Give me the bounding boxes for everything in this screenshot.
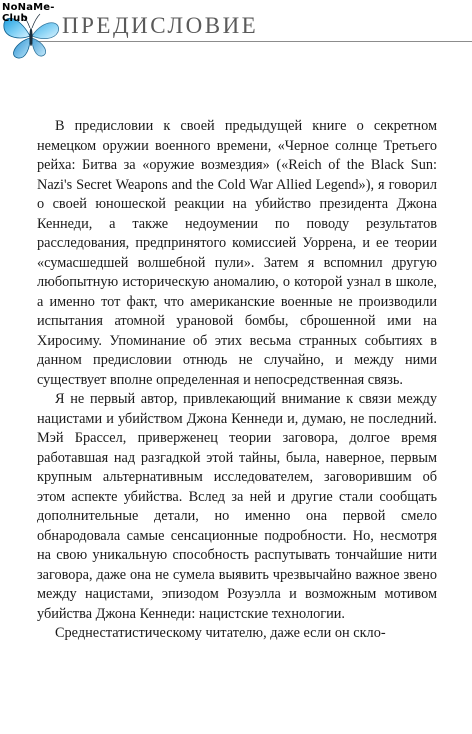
header-divider <box>36 41 472 42</box>
paragraph-1: В предисловии к своей предыдущей книге о секретном немецком оружии военного времени, «Черное солнце Третьего рейха: Битва за «оружие возмездия» («Reich of the Black Sun: Nazi's Secret Weapons and the Cold War Allied Legend»), я говорил о своей юношеской реакции на убийство президента Джона Кеннеди, а также недоумении по поводу результатов расследования, предпринятого комиссией Уоррена, и ее теории «сумасшедшей волшебной пули». Затем я вспомнил другую любопытную историческую аномалию, о которой узнал в школе, а именно тот факт, что американские военные не производили испытания атомной урановой бомбы, сброшенной ими на Хиросиму. Упоминание об этих весьма странных событиях в данном предисловии отнюдь не случайно, и между ними существует вполне определенная и непосредственная связь. <box>37 118 437 388</box>
watermark-text: NoNaMe-Club <box>2 2 55 24</box>
body-text <box>37 117 437 644</box>
chapter-title: ПРЕДИСЛОВИЕ <box>62 13 259 38</box>
chapter-header <box>36 7 472 43</box>
watermark-logo <box>0 0 70 70</box>
paragraph-3: Среднестатистическому читателю, даже если он скло- <box>55 625 386 641</box>
paragraph-2: Я не первый автор, привлекающий внимание к связи между нацистами и убийством Джона Кеннеди и, думаю, не последний. Мэй Брассел, приверженец теории заговора, долгое время работавшая над разгадкой этой тайны, была, наверное, первым крупным альтернативным исследователем, заговорившим об этом аспекте убийства. Вслед за ней и другие стали сообщать дополнительные детали, но именно она первой смело обнародовала самые сенсационные подробности. Но, несмотря на свою уникальную способность распутывать тончайшие нити заговора, даже она не сумела выявить чрезвычайно важное звено между нацистами, эпизодом Розуэлла и возможным мотивом убийства Джона Кеннеди: нацистские технологии. <box>37 391 437 622</box>
